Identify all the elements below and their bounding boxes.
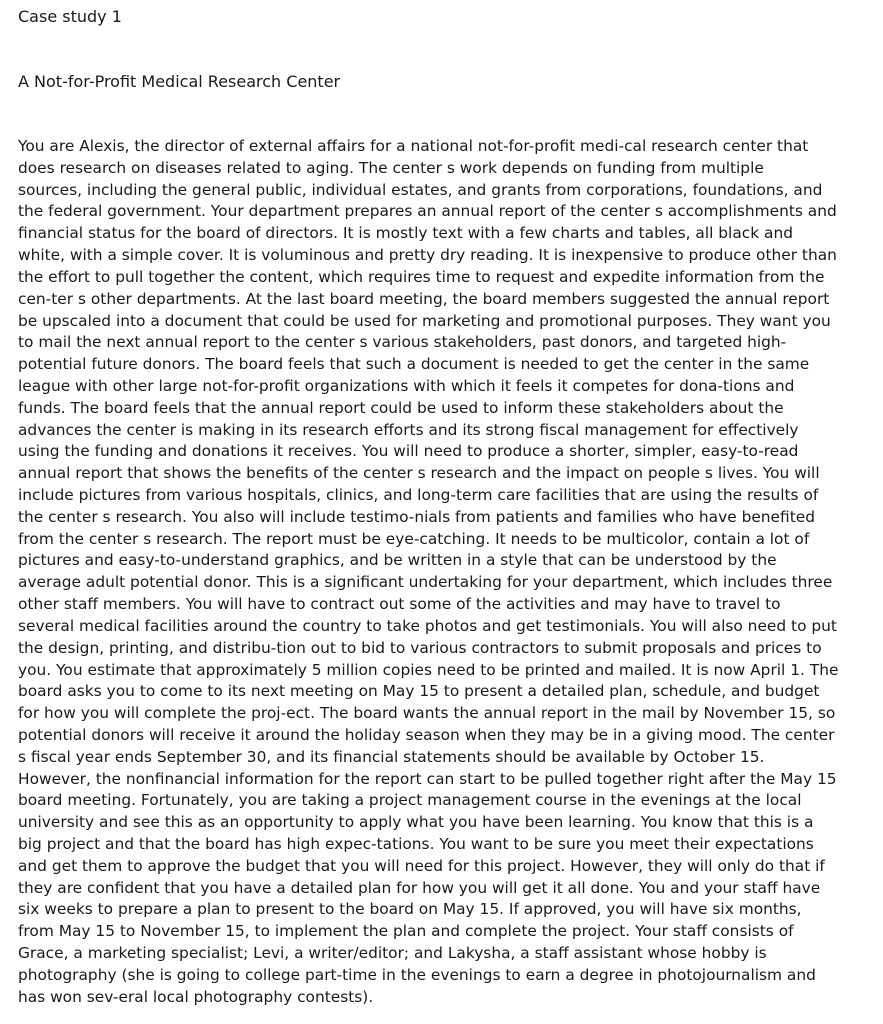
body-text-line: from May 15 to November 15, to implement the plan and complete the project. Your staff consists of bbox=[18, 922, 794, 941]
body-text-line: potential future donors. The board feels that such a document is needed to get the center in the same bbox=[18, 355, 810, 374]
body-text-line: financial status for the board of directors. It is mostly text with a few charts and tables, all black and bbox=[18, 224, 793, 243]
body-text-line: from the center s research. The report must be eye-catching. It needs to be multicolor, contain a lot of bbox=[18, 529, 810, 548]
case-study-label: Case study 1 bbox=[18, 7, 122, 26]
body-text-line: league with other large not-for-profit organizations with which it feels it competes for dona-tions and bbox=[18, 376, 795, 395]
body-text-line: board meeting. Fortunately, you are taking a project management course in the evenings at the local bbox=[18, 791, 802, 810]
body-text-line: photography (she is going to college part-time in the evenings to earn a degree in photojournalism and bbox=[18, 965, 816, 984]
body-text-line: they are confident that you have a detailed plan for how you will get it all done. You and your staff have bbox=[18, 878, 821, 897]
body-text-line: the effort to pull together the content, which requires time to request and expedite information from the bbox=[18, 267, 825, 286]
body-text-line: does research on diseases related to aging. The center s work depends on funding from multiple bbox=[18, 158, 764, 177]
body-text-line: you. You estimate that approximately 5 million copies need to be printed and mailed. It is now April 1. The bbox=[18, 660, 839, 679]
case-study-body bbox=[18, 136, 870, 1009]
body-text-line: for how you will complete the proj-ect. The board wants the annual report in the mail by November 15, so bbox=[18, 704, 836, 723]
body-text-line: big project and that the board has high expec-tations. You want to be sure you meet their expectations bbox=[18, 835, 814, 853]
body-text-line: board asks you to come to its next meeting on May 15 to present a detailed plan, schedule, and budget bbox=[18, 682, 820, 701]
body-text-line: and get them to approve the budget that you will need for this project. However, they will only do that if bbox=[18, 856, 825, 875]
body-text-line: However, the nonfinancial information for the report can start to be pulled together right after the May 15 bbox=[18, 769, 837, 788]
body-text-line: be upscaled into a document that could be used for marketing and promotional purposes. They want you bbox=[18, 311, 831, 330]
body-text-line: the federal government. Your department prepares an annual report of the center s accomplishments and bbox=[18, 202, 837, 221]
body-text-line: using the funding and donations it receives. You will need to produce a shorter, simpler, easy-to-read bbox=[18, 442, 799, 461]
body-text-line: several medical facilities around the country to take photos and get testimonials. You will also need to put bbox=[18, 616, 837, 635]
body-text-line: s fiscal year ends September 30, and its financial statements should be available by October 15. bbox=[18, 747, 765, 766]
body-text-line: six weeks to prepare a plan to present to the board on May 15. If approved, you will have six months, bbox=[18, 900, 802, 919]
body-text-line: You are Alexis, the director of external affairs for a national not-for-profit medi-cal research center that bbox=[18, 137, 809, 155]
body-text-line: the center s research. You also will include testimo-nials from patients and families who have benefited bbox=[18, 507, 815, 526]
body-text-line: funds. The board feels that the annual report could be used to inform these stakeholders about the bbox=[18, 398, 784, 417]
body-text-line: university and see this as an opportunity to apply what you have been learning. You know that this is a bbox=[18, 813, 814, 832]
body-text-line: average adult potential donor. This is a significant undertaking for your department, which includes three bbox=[18, 573, 833, 592]
case-study-title: A Not-for-Profit Medical Research Center bbox=[18, 72, 341, 91]
body-text-line: other staff members. You will have to contract out some of the activities and may have to travel to bbox=[18, 595, 781, 614]
body-text-line: include pictures from various hospitals, clinics, and long-term care facilities that are using the results of bbox=[18, 486, 819, 504]
body-text-line: sources, including the general public, individual estates, and grants from corporations, foundations, and bbox=[18, 180, 823, 199]
body-text-line: Grace, a marketing specialist; Levi, a writer/editor; and Lakysha, a staff assistant whose hobby is bbox=[18, 944, 767, 963]
body-text-line: potential donors will receive it around the holiday season when they may be in a giving mood. The center bbox=[18, 725, 835, 744]
body-text-line: annual report that shows the benefits of the center s research and the impact on people s lives. You will bbox=[18, 464, 820, 483]
body-text-line: advances the center is making in its research efforts and its strong fiscal management for effectively bbox=[18, 420, 799, 439]
body-text-line: has won sev-eral local photography contests). bbox=[18, 987, 374, 1006]
body-text-line: the design, printing, and distribu-tion out to bid to various contractors to submit proposals and prices to bbox=[18, 638, 822, 657]
body-text-line: cen-ter s other departments. At the last board meeting, the board members suggested the annual report bbox=[18, 289, 830, 308]
body-text-line: to mail the next annual report to the center s various stakeholders, past donors, and targeted high- bbox=[18, 333, 787, 352]
body-text-line: pictures and easy-to-understand graphics, and be written in a style that can be understood by the bbox=[18, 551, 777, 570]
body-text-line: white, with a simple cover. It is voluminous and pretty dry reading. It is inexpensive to produce other than bbox=[18, 246, 837, 265]
